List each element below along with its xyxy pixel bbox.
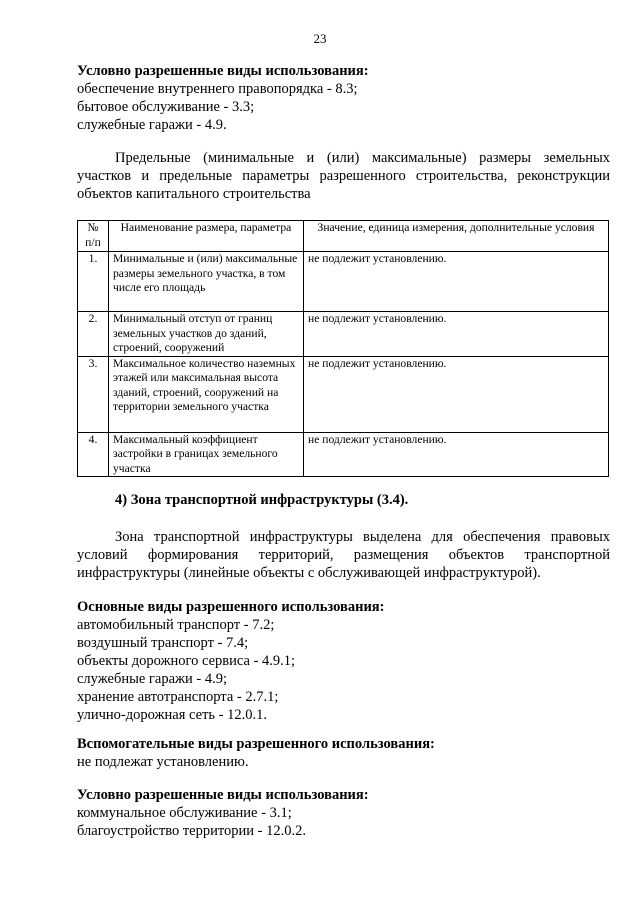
cell-value: не подлежит установлению. bbox=[304, 252, 609, 312]
list-item: служебные гаражи - 4.9; bbox=[77, 671, 228, 687]
paragraph-line: участков и предельные параметры разрешенного строительства, реконструкции bbox=[77, 168, 610, 184]
table-row bbox=[78, 252, 609, 312]
list-item: улично-дорожная сеть - 12.0.1. bbox=[77, 707, 267, 723]
header-name: Наименование размера, параметра bbox=[109, 221, 304, 252]
table-row bbox=[78, 312, 609, 357]
header-value: Значение, единица измерения, дополнительные условия bbox=[304, 221, 609, 252]
table-row bbox=[78, 432, 609, 477]
list-item: служебные гаражи - 4.9. bbox=[77, 117, 227, 133]
paragraph-line: Предельные (минимальные и (или) максимальные) размеры земельных bbox=[115, 150, 610, 166]
paragraph-line: условий формирования территорий, размещения объектов транспортной bbox=[77, 547, 610, 563]
list-item: бытовое обслуживание - 3.3; bbox=[77, 99, 255, 115]
cell-num: 4. bbox=[78, 432, 109, 477]
cell-num: 2. bbox=[78, 312, 109, 357]
section-heading: Основные виды разрешенного использования: bbox=[77, 599, 385, 615]
cell-num: 3. bbox=[78, 356, 109, 432]
cell-value: не подлежит установлению. bbox=[304, 356, 609, 432]
paragraph-line: Зона транспортной инфраструктуры выделена для обеспечения правовых bbox=[115, 529, 610, 545]
limits-paragraph bbox=[77, 149, 610, 203]
zone-paragraph bbox=[77, 528, 610, 582]
page-number: 23 bbox=[313, 31, 327, 46]
section-heading: Вспомогательные виды разрешенного использования: bbox=[77, 736, 435, 752]
cell-value: не подлежит установлению. bbox=[304, 432, 609, 477]
aux-uses-section bbox=[77, 735, 610, 771]
table-header-row bbox=[78, 221, 609, 252]
table-row bbox=[78, 356, 609, 432]
section-heading: Условно разрешенные виды использования: bbox=[77, 787, 369, 803]
parameters-table bbox=[77, 220, 609, 477]
paragraph-line: инфраструктуры (линейные объекты с обслуживающей инфраструктурой). bbox=[77, 565, 541, 581]
main-uses-section bbox=[77, 598, 610, 724]
zone-title: 4) Зона транспортной инфраструктуры (3.4). bbox=[115, 492, 409, 508]
header-num: № п/п bbox=[78, 221, 109, 252]
cell-name: Минимальный отступ от границ земельных участков до зданий, строений, сооружений bbox=[109, 312, 304, 357]
list-item: автомобильный транспорт - 7.2; bbox=[77, 617, 275, 633]
conditional-uses-section bbox=[77, 62, 610, 134]
section-heading: Условно разрешенные виды использования: bbox=[77, 63, 369, 79]
list-item: коммунальное обслуживание - 3.1; bbox=[77, 805, 292, 821]
cell-name: Максимальный коэффициент застройки в границах земельного участка bbox=[109, 432, 304, 477]
list-item: объекты дорожного сервиса - 4.9.1; bbox=[77, 653, 296, 669]
list-item: хранение автотранспорта - 2.7.1; bbox=[77, 689, 279, 705]
cell-value: не подлежит установлению. bbox=[304, 312, 609, 357]
cell-name: Максимальное количество наземных этажей или максимальная высота зданий, строений, сооружений на территории земельного участка bbox=[109, 356, 304, 432]
list-item: обеспечение внутреннего правопорядка - 8.3; bbox=[77, 81, 358, 97]
list-item: благоустройство территории - 12.0.2. bbox=[77, 823, 306, 839]
conditional-uses-section-2 bbox=[77, 786, 610, 840]
cell-num: 1. bbox=[78, 252, 109, 312]
paragraph-line: объектов капитального строительства bbox=[77, 186, 311, 202]
list-item: воздушный транспорт - 7.4; bbox=[77, 635, 249, 651]
list-item: не подлежат установлению. bbox=[77, 754, 249, 770]
cell-name: Минимальные и (или) максимальные размеры земельного участка, в том числе его площадь bbox=[109, 252, 304, 312]
